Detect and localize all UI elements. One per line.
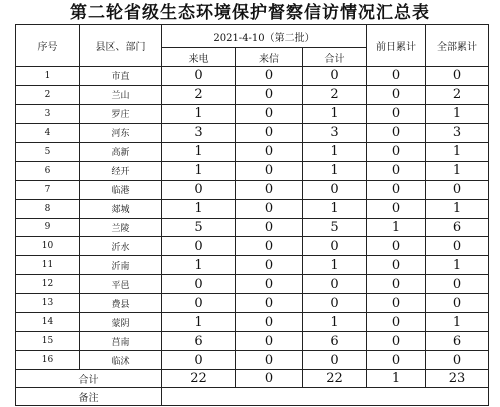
remark-row [16, 388, 489, 406]
row-phone: 1 [162, 256, 236, 275]
row-prev: 0 [367, 180, 426, 199]
row-seq: 2 [16, 85, 80, 104]
row-subtotal: 1 [303, 104, 367, 123]
table-row [16, 104, 489, 123]
row-prev: 0 [367, 67, 426, 86]
row-seq: 7 [16, 180, 80, 199]
row-letter: 0 [236, 332, 303, 351]
row-seq: 16 [16, 351, 80, 370]
row-letter: 0 [236, 294, 303, 313]
row-subtotal: 0 [303, 237, 367, 256]
row-prev: 0 [367, 199, 426, 218]
total-row [16, 370, 489, 388]
row-prev: 0 [367, 123, 426, 142]
remark-value [162, 388, 489, 406]
row-subtotal: 0 [303, 294, 367, 313]
row-cumulative: 0 [426, 294, 489, 313]
row-district: 兰陵 [80, 218, 162, 237]
row-letter: 0 [236, 256, 303, 275]
table-row [16, 180, 489, 199]
row-letter: 0 [236, 123, 303, 142]
table-row [16, 85, 489, 104]
table-row [16, 218, 489, 237]
header-date-group: 2021-4-10（第二批） [162, 25, 367, 48]
row-letter: 0 [236, 142, 303, 161]
row-cumulative: 0 [426, 237, 489, 256]
row-phone: 1 [162, 142, 236, 161]
row-letter: 0 [236, 218, 303, 237]
total-letter: 0 [236, 370, 303, 388]
row-cumulative: 3 [426, 123, 489, 142]
row-district: 费县 [80, 294, 162, 313]
row-subtotal: 0 [303, 67, 367, 86]
row-district: 沂南 [80, 256, 162, 275]
total-prev: 1 [367, 370, 426, 388]
row-subtotal: 0 [303, 275, 367, 294]
row-letter: 0 [236, 104, 303, 123]
row-seq: 9 [16, 218, 80, 237]
row-subtotal: 1 [303, 142, 367, 161]
row-letter: 0 [236, 67, 303, 86]
row-letter: 0 [236, 351, 303, 370]
row-cumulative: 6 [426, 218, 489, 237]
row-phone: 1 [162, 161, 236, 180]
table-body [16, 67, 489, 370]
row-cumulative: 1 [426, 142, 489, 161]
row-district: 河东 [80, 123, 162, 142]
table-row [16, 275, 489, 294]
row-prev: 0 [367, 104, 426, 123]
header-subtotal: 合计 [303, 48, 367, 67]
row-subtotal: 3 [303, 123, 367, 142]
row-letter: 0 [236, 85, 303, 104]
row-district: 兰山 [80, 85, 162, 104]
row-cumulative: 1 [426, 104, 489, 123]
row-phone: 5 [162, 218, 236, 237]
row-seq: 6 [16, 161, 80, 180]
row-phone: 0 [162, 294, 236, 313]
total-cumulative: 23 [426, 370, 489, 388]
row-prev: 0 [367, 332, 426, 351]
row-cumulative: 0 [426, 67, 489, 86]
total-phone: 22 [162, 370, 236, 388]
row-district: 平邑 [80, 275, 162, 294]
header-row-1 [16, 25, 489, 48]
row-letter: 0 [236, 161, 303, 180]
row-district: 莒南 [80, 332, 162, 351]
row-letter: 0 [236, 199, 303, 218]
total-label: 合计 [16, 370, 162, 388]
row-seq: 4 [16, 123, 80, 142]
row-district: 经开 [80, 161, 162, 180]
table-row [16, 313, 489, 332]
header-prev-total: 前日累计 [367, 25, 426, 67]
row-cumulative: 1 [426, 313, 489, 332]
table-row [16, 199, 489, 218]
table-row [16, 161, 489, 180]
row-prev: 0 [367, 275, 426, 294]
table-row [16, 67, 489, 86]
row-subtotal: 1 [303, 313, 367, 332]
row-phone: 0 [162, 275, 236, 294]
table-row [16, 294, 489, 313]
row-phone: 2 [162, 85, 236, 104]
row-cumulative: 0 [426, 351, 489, 370]
row-prev: 0 [367, 313, 426, 332]
row-phone: 0 [162, 351, 236, 370]
table-row [16, 256, 489, 275]
row-prev: 0 [367, 351, 426, 370]
row-district: 临沭 [80, 351, 162, 370]
row-cumulative: 1 [426, 161, 489, 180]
table-row [16, 332, 489, 351]
row-cumulative: 1 [426, 256, 489, 275]
row-district: 高新 [80, 142, 162, 161]
row-cumulative: 2 [426, 85, 489, 104]
row-seq: 12 [16, 275, 80, 294]
row-letter: 0 [236, 313, 303, 332]
row-phone: 0 [162, 180, 236, 199]
row-phone: 1 [162, 313, 236, 332]
row-seq: 13 [16, 294, 80, 313]
row-cumulative: 1 [426, 199, 489, 218]
row-district: 罗庄 [80, 104, 162, 123]
row-seq: 3 [16, 104, 80, 123]
row-phone: 1 [162, 199, 236, 218]
row-district: 市直 [80, 67, 162, 86]
row-prev: 1 [367, 218, 426, 237]
row-seq: 11 [16, 256, 80, 275]
row-subtotal: 1 [303, 161, 367, 180]
row-subtotal: 6 [303, 332, 367, 351]
row-district: 沂水 [80, 237, 162, 256]
header-seq: 序号 [16, 25, 80, 67]
header-all-total: 全部累计 [426, 25, 489, 67]
header-letter: 来信 [236, 48, 303, 67]
remark-label: 备注 [16, 388, 162, 406]
row-phone: 1 [162, 104, 236, 123]
row-phone: 0 [162, 67, 236, 86]
row-prev: 0 [367, 294, 426, 313]
page-title: 第二轮省级生态环境保护督察信访情况汇总表 [70, 3, 430, 23]
row-subtotal: 1 [303, 199, 367, 218]
table-row [16, 237, 489, 256]
row-cumulative: 6 [426, 332, 489, 351]
row-district: 临港 [80, 180, 162, 199]
row-letter: 0 [236, 275, 303, 294]
row-prev: 0 [367, 142, 426, 161]
row-prev: 0 [367, 161, 426, 180]
row-seq: 1 [16, 67, 80, 86]
row-cumulative: 0 [426, 180, 489, 199]
row-phone: 3 [162, 123, 236, 142]
row-seq: 14 [16, 313, 80, 332]
table-row [16, 123, 489, 142]
row-seq: 5 [16, 142, 80, 161]
row-district: 郯城 [80, 199, 162, 218]
row-phone: 0 [162, 237, 236, 256]
row-subtotal: 0 [303, 180, 367, 199]
row-seq: 10 [16, 237, 80, 256]
row-seq: 8 [16, 199, 80, 218]
table-row [16, 142, 489, 161]
petition-summary-table [15, 24, 489, 406]
row-seq: 15 [16, 332, 80, 351]
row-cumulative: 0 [426, 275, 489, 294]
row-phone: 6 [162, 332, 236, 351]
row-subtotal: 1 [303, 256, 367, 275]
row-prev: 0 [367, 237, 426, 256]
header-phone: 来电 [162, 48, 236, 67]
row-district: 蒙阴 [80, 313, 162, 332]
row-subtotal: 0 [303, 351, 367, 370]
row-letter: 0 [236, 237, 303, 256]
row-prev: 0 [367, 85, 426, 104]
table-row [16, 351, 489, 370]
row-letter: 0 [236, 180, 303, 199]
header-district: 县区、部门 [80, 25, 162, 67]
row-subtotal: 5 [303, 218, 367, 237]
row-prev: 0 [367, 256, 426, 275]
total-subtotal: 22 [303, 370, 367, 388]
row-subtotal: 2 [303, 85, 367, 104]
